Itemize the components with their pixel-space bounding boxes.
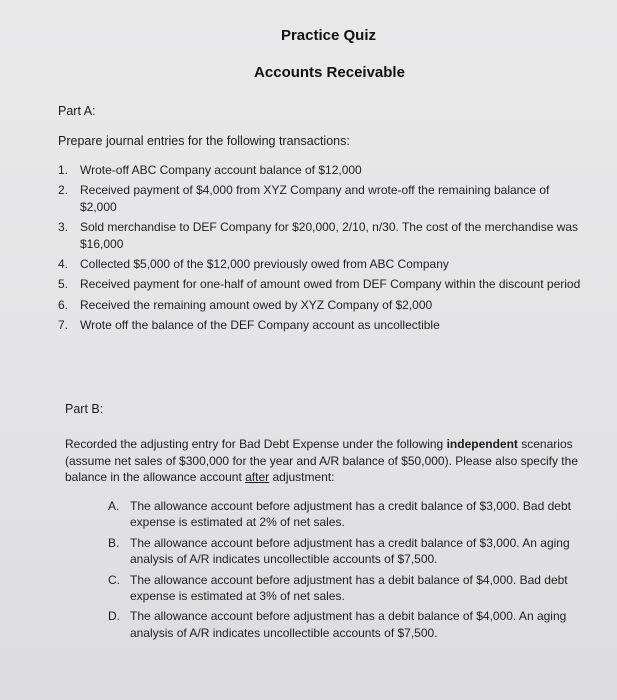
item-text: Received payment for one-half of amount owed from DEF Company within the discount period bbox=[80, 277, 581, 292]
instruction-text: Recorded the adjusting entry for Bad Debt Expense under the following bbox=[65, 437, 447, 451]
item-number: 1. bbox=[58, 163, 69, 177]
list-item bbox=[108, 608, 583, 641]
item-letter: C. bbox=[108, 572, 120, 587]
part-a-label: Part A: bbox=[58, 104, 96, 118]
item-text: Collected $5,000 of the $12,000 previously owed from ABC Company bbox=[80, 257, 449, 272]
item-text: Sold merchandise to DEF Company for $20,000, 2/10, n/30. The cost of the merchandise was $16,000 bbox=[80, 220, 579, 251]
page-subtitle: Accounts Receivable bbox=[254, 64, 405, 81]
item-text: Wrote off the balance of the DEF Company account as uncollectible bbox=[80, 318, 440, 333]
item-text: Received payment of $4,000 from XYZ Company and wrote-off the remaining balance of $2,000 bbox=[80, 183, 550, 214]
item-text: The allowance account before adjustment has a debit balance of $4,000. An aging analysis of A/R indicates uncollectible accounts of $7,500. bbox=[130, 609, 567, 640]
item-text: The allowance account before adjustment has a credit balance of $3,000. Bad debt expense is estimated at 2% of net sales. bbox=[130, 499, 571, 530]
part-a-instruction: Prepare journal entries for the following transactions: bbox=[58, 134, 350, 148]
list-item bbox=[108, 498, 583, 531]
item-letter: A. bbox=[108, 499, 120, 513]
part-b-instruction bbox=[65, 436, 595, 486]
part-b-label: Part B: bbox=[65, 402, 104, 416]
list-item bbox=[58, 317, 583, 333]
list-item bbox=[58, 297, 583, 313]
item-text: The allowance account before adjustment has a credit balance of $3,000. An aging analysis of A/R indicates uncollectible accounts of $7,500. bbox=[130, 535, 570, 567]
item-number: 4. bbox=[58, 257, 69, 272]
list-item bbox=[58, 182, 583, 215]
list-item bbox=[58, 276, 583, 292]
instruction-text: scenarios (assume net sales of $300,000 for the year and A/R balance of $50,000). Please also specify the balance in the allowance account bbox=[65, 437, 578, 484]
page-title: Practice Quiz bbox=[280, 27, 377, 44]
list-item bbox=[58, 256, 583, 272]
list-item bbox=[108, 535, 583, 568]
list-item bbox=[58, 162, 583, 178]
item-text: The allowance account before adjustment has a debit balance of $4,000. Bad debt expense is estimated at 3% of net sales. bbox=[130, 572, 568, 604]
item-text: Wrote-off ABC Company account balance of $12,000 bbox=[80, 163, 362, 177]
item-letter: B. bbox=[108, 535, 120, 550]
instruction-text: adjustment: bbox=[269, 470, 335, 484]
item-text: Received the remaining amount owed by XYZ Company of $2,000 bbox=[80, 297, 433, 312]
instruction-underline: after bbox=[245, 470, 270, 484]
item-number: 3. bbox=[58, 220, 69, 235]
item-number: 6. bbox=[58, 297, 69, 312]
instruction-emphasis: independent bbox=[446, 437, 518, 451]
part-b-list bbox=[108, 498, 583, 645]
list-item bbox=[58, 219, 583, 252]
part-a-list bbox=[58, 162, 583, 338]
item-number: 7. bbox=[58, 318, 69, 333]
item-letter: D. bbox=[108, 609, 120, 624]
item-number: 5. bbox=[58, 277, 69, 292]
list-item bbox=[108, 572, 583, 605]
item-number: 2. bbox=[58, 183, 69, 198]
